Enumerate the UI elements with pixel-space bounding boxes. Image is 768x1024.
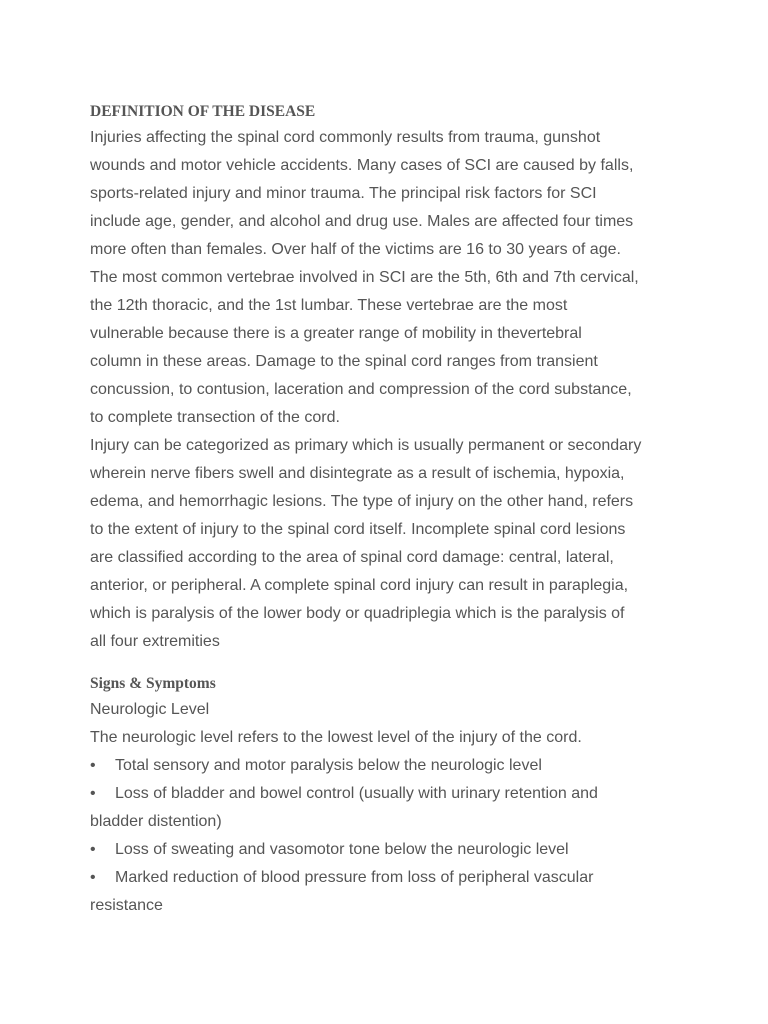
text-line: wherein nerve fibers swell and disintegrate as a result of ischemia, hypoxia, — [90, 465, 625, 482]
text-line: which is paralysis of the lower body or quadriplegia which is the paralysis of — [90, 605, 625, 622]
list-item — [90, 780, 690, 808]
text-line: column in these areas. Damage to the spinal cord ranges from transient — [90, 353, 598, 370]
text-line: to complete transection of the cord. — [90, 409, 340, 426]
paragraph-signs-symptoms — [90, 696, 690, 920]
text-line: edema, and hemorrhagic lesions. The type of injury on the other hand, refers — [90, 493, 634, 510]
text-line: sports-related injury and minor trauma. The principal risk factors for SCI — [90, 185, 597, 202]
intro-line: The neurologic level refers to the lowest level of the injury of the cord. — [90, 729, 582, 746]
text-line: include age, gender, and alcohol and drug use. Males are affected four times — [90, 213, 634, 230]
text-line: the 12th thoracic, and the 1st lumbar. These vertebrae are the most — [90, 297, 568, 314]
list-item-text: Loss of bladder and bowel control (usually with urinary retention and — [115, 785, 598, 802]
list-item — [90, 752, 690, 780]
section-heading-definition: DEFINITION OF THE DISEASE — [90, 103, 316, 120]
subheading-neurologic-level: Neurologic Level — [90, 701, 210, 718]
paragraph-definition-1 — [90, 124, 690, 432]
list-item-text: Loss of sweating and vasomotor tone below the neurologic level — [115, 841, 569, 858]
text-line: The most common vertebrae involved in SCI are the 5th, 6th and 7th cervical, — [90, 269, 639, 286]
list-item — [90, 836, 690, 864]
text-line: more often than females. Over half of the victims are 16 to 30 years of age. — [90, 241, 621, 258]
list-item-text: Total sensory and motor paralysis below the neurologic level — [115, 757, 542, 774]
list-item-continuation: bladder distention) — [90, 813, 222, 830]
text-line: wounds and motor vehicle accidents. Many cases of SCI are caused by falls, — [90, 157, 634, 174]
text-line: all four extremities — [90, 633, 220, 650]
text-line: Injury can be categorized as primary which is usually permanent or secondary — [90, 437, 642, 454]
section-spacer — [90, 656, 690, 672]
bullet-icon: • — [90, 869, 96, 886]
bullet-icon: • — [90, 841, 96, 858]
bullet-icon: • — [90, 757, 96, 774]
text-line: vulnerable because there is a greater range of mobility in thevertebral — [90, 325, 582, 342]
text-line: concussion, to contusion, laceration and compression of the cord substance, — [90, 381, 632, 398]
paragraph-definition-2 — [90, 432, 690, 656]
section-heading-signs-symptoms: Signs & Symptoms — [90, 675, 216, 692]
text-line: Injuries affecting the spinal cord commonly results from trauma, gunshot — [90, 129, 601, 146]
text-line: to the extent of injury to the spinal cord itself. Incomplete spinal cord lesions — [90, 521, 626, 538]
bullet-icon: • — [90, 785, 96, 802]
list-item — [90, 864, 690, 892]
text-line: anterior, or peripheral. A complete spinal cord injury can result in paraplegia, — [90, 577, 629, 594]
text-line: are classified according to the area of spinal cord damage: central, lateral, — [90, 549, 614, 566]
document-page — [90, 100, 690, 920]
list-item-text: Marked reduction of blood pressure from loss of peripheral vascular — [115, 869, 594, 886]
list-item-continuation: resistance — [90, 897, 163, 914]
